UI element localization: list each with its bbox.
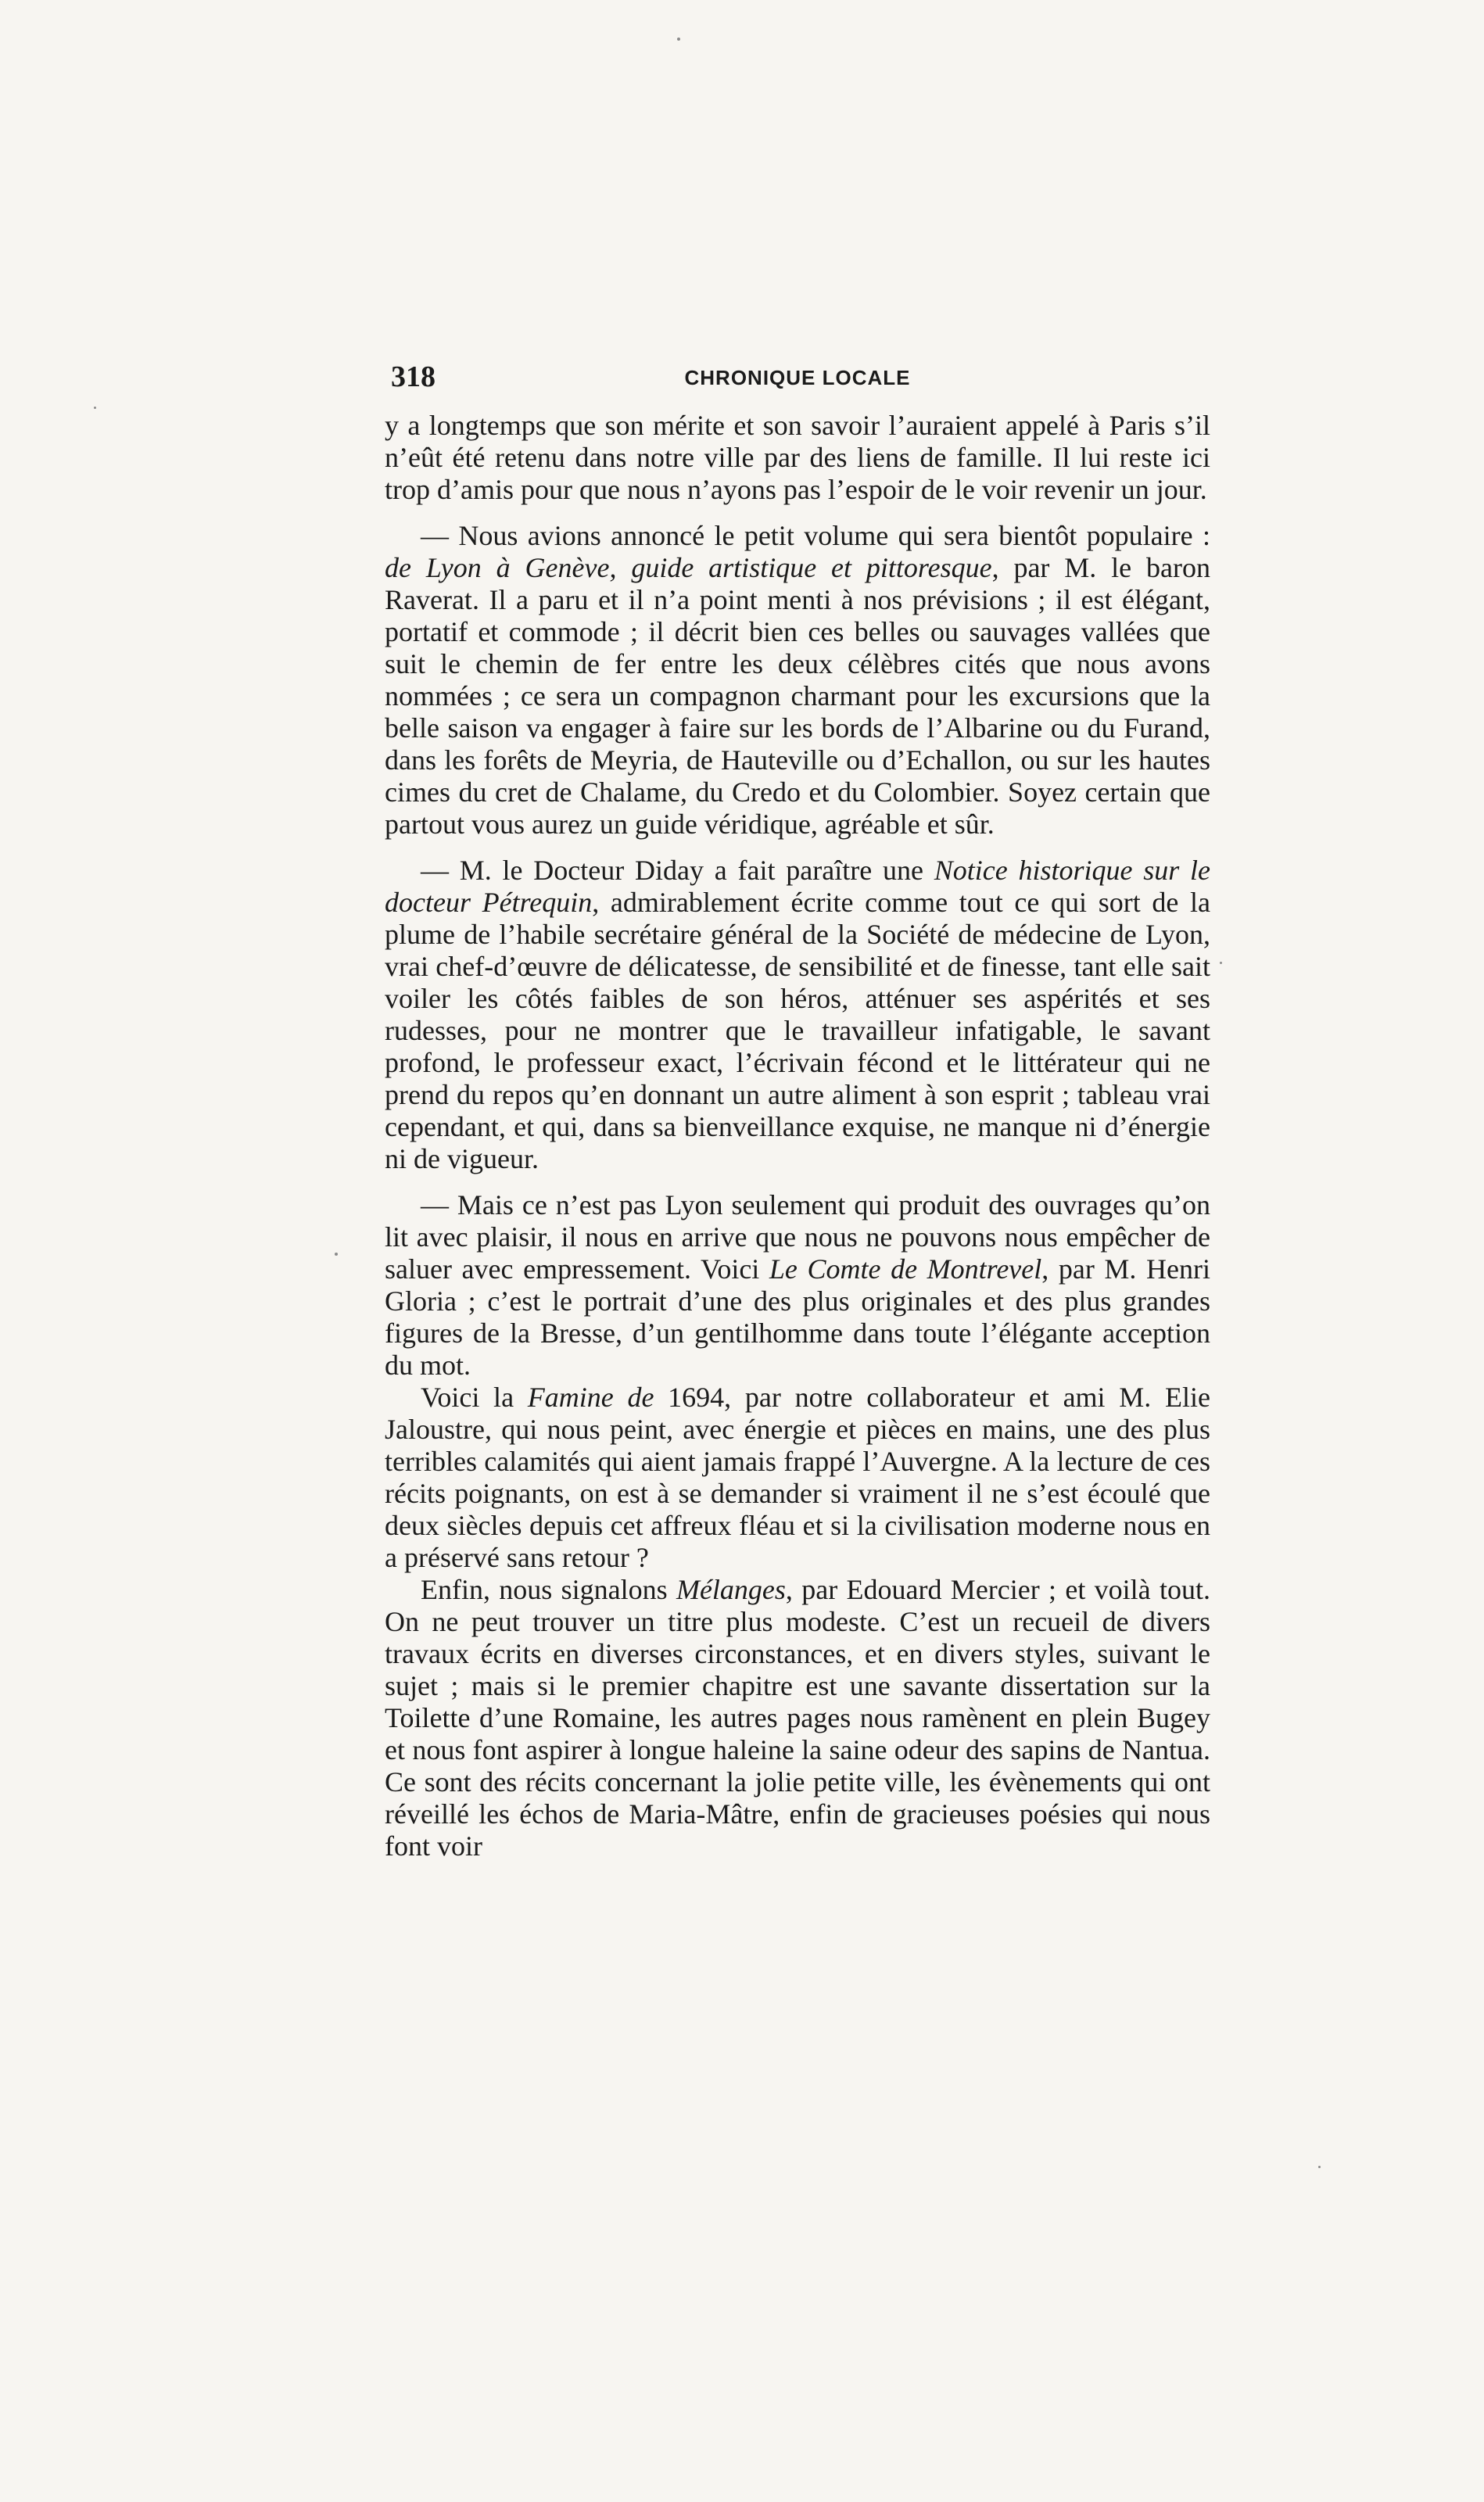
text-run: , par Edouard Mercier ; et voilà tout. On ne peut trouver un titre plus modeste. C’est un recueil de divers travaux écrits en diverses circonstances, et en divers styles, suivant le sujet ; mais si le premier chapitre est une savante dissertation sur la Toilette d’une Romaine, les autres pages nous ramènent en plein Bugey et nous font aspirer à longue haleine la saine odeur des sapins de Nantua. Ce sont des récits concernant la jolie petite ville, les évènements qui ont réveillé les échos de Maria-Mâtre, enfin de gracieuses poésies qui nous font voir [385, 1574, 1210, 1862]
text-run: Voici la [421, 1382, 528, 1413]
text-column [385, 360, 1210, 1862]
paragraph-famine-1694 [385, 1382, 1210, 1574]
text-run: y a longtemps que son mérite et son savoir l’auraient appelé à Paris s’il n’eût été retenu dans notre ville par des liens de famille. Il lui reste ici trop d’amis pour que nous n’ayons pas l’espoir de le voir revenir un jour. [385, 410, 1210, 505]
text-run: — Mais ce n’est pas Lyon seulement qui produit des ouvrages qu’on lit avec plaisir, il nous en arrive que nous ne pouvons nous empêcher de saluer avec empressement. Voici [385, 1189, 1210, 1285]
scan-speck [335, 1253, 338, 1256]
body-text [385, 410, 1210, 1862]
running-title: CHRONIQUE LOCALE [684, 366, 911, 389]
text-run: , par M. le baron Raverat. Il a paru et il n’a point menti à nos prévisions ; il est élégant, portatif et commode ; il décrit bien ces belles ou sauvages vallées que suit le chemin de fer entre les deux célèbres cités que nous avons nommées ; ce sera un compagnon charmant pour les excursions que la belle saison va engager à faire sur les bords de l’Albarine ou du Furand, dans les forêts de Meyria, de Hauteville ou d’Echallon, ou sur les hautes cimes du cret de Chalame, du Credo et du Colombier. Soyez certain que partout vous aurez un guide véridique, agréable et sûr. [385, 552, 1210, 840]
paragraph-notice-petrequin [385, 855, 1210, 1175]
text-run: Enfin, nous signalons [421, 1574, 676, 1605]
scan-speck [94, 407, 96, 409]
paragraph-continuation [385, 410, 1210, 506]
text-run: — Nous avions annoncé le petit volume qui sera bientôt populaire : [421, 520, 1210, 551]
italic-title: Le Comte de Montrevel [769, 1253, 1042, 1285]
italic-title: Mélanges [676, 1574, 786, 1605]
scan-speck [677, 38, 680, 41]
text-run: , par M. Henri Gloria ; c’est le portrait d’une des plus originales et des plus grandes figures de la Bresse, d’un gentilhomme dans toute l’élégante acception du mot. [385, 1253, 1210, 1381]
paragraph-lyon-geneve [385, 520, 1210, 841]
paragraph-melanges [385, 1574, 1210, 1862]
italic-title: Notice historique sur le docteur Pétrequin [385, 855, 1210, 918]
scan-speck [1220, 962, 1222, 964]
scan-speck [1318, 2166, 1321, 2168]
italic-title: Famine de [527, 1382, 654, 1413]
text-run: — M. le Docteur Diday a fait paraître une [421, 855, 934, 886]
paragraph-comte-montrevel [385, 1189, 1210, 1382]
page-number: 318 [391, 360, 436, 393]
page-header [385, 360, 1210, 410]
italic-title: de Lyon à Genève, guide artistique et pittoresque [385, 552, 992, 583]
text-run: 1694, par notre collaborateur et ami M. Elie Jaloustre, qui nous peint, avec énergie et pièces en mains, une des plus terribles calamités qui aient jamais frappé l’Auvergne. A la lecture de ces récits poignants, on est à se demander si vraiment il ne s’est écoulé que deux siècles depuis cet affreux fléau et si la civilisation moderne nous en a préservé sans retour ? [385, 1382, 1210, 1573]
text-run: , admirablement écrite comme tout ce qui sort de la plume de l’habile secrétaire général de la Société de médecine de Lyon, vrai chef-d’œuvre de délicatesse, de sensibilité et de finesse, tant elle sait voiler les côtés faibles de son héros, atténuer ses aspérités et ses rudesses, pour ne montrer que le travailleur infatigable, le savant profond, le professeur exact, l’écrivain fécond et le littérateur qui ne prend du repos qu’en donnant un autre aliment à son esprit ; tableau vrai cependant, et qui, dans sa bienveillance exquise, ne manque ni d’énergie ni de vigueur. [385, 887, 1210, 1174]
